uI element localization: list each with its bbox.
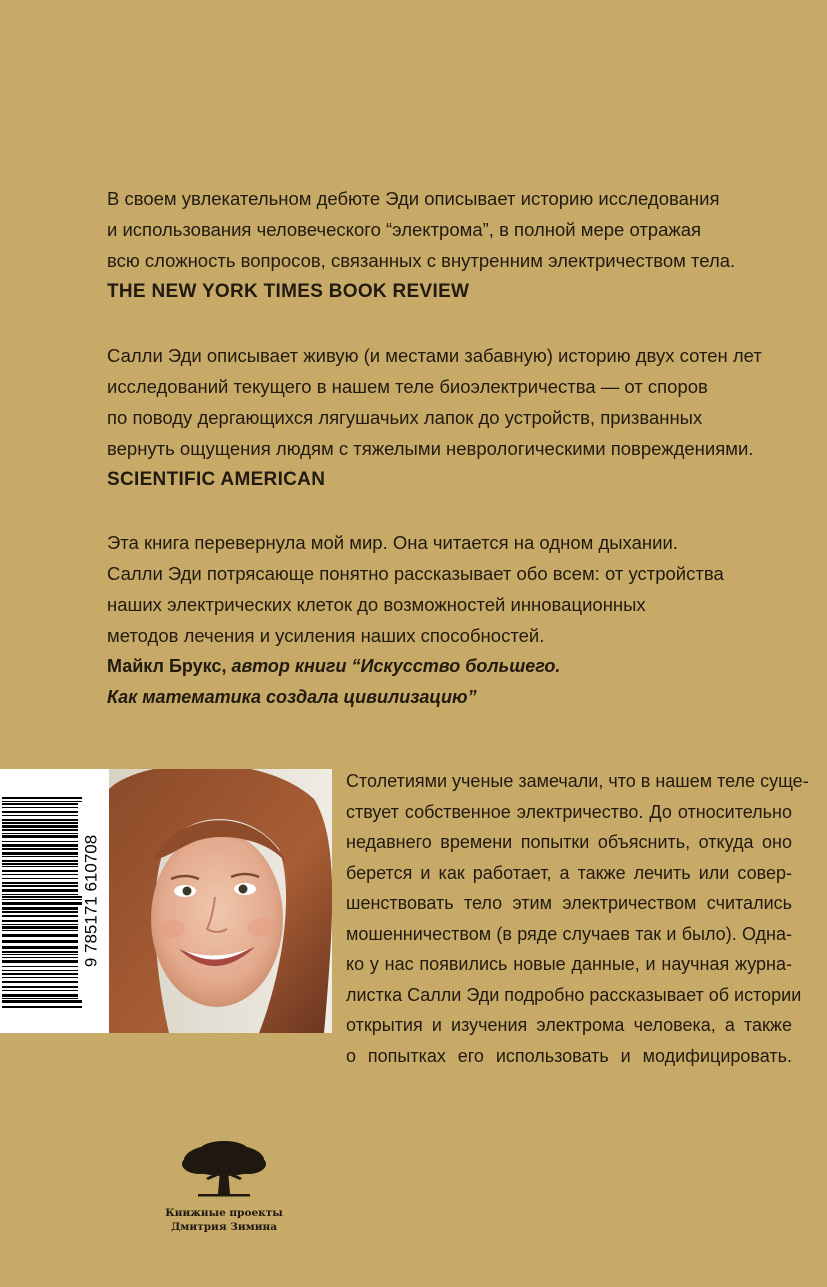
publisher-imprint bbox=[146, 1206, 302, 1234]
barcode-bar bbox=[2, 841, 78, 842]
barcode-bar bbox=[2, 811, 78, 813]
publisher-line-2: Дмитрия Зимина bbox=[170, 1221, 278, 1233]
review-3-line-2: Салли Эди потрясающе понятно рассказывает обо всем: от устройства bbox=[107, 563, 724, 584]
description-line-9: открытия и изучения электрома человека, а также bbox=[346, 1015, 792, 1035]
review-3-attribution-line-2: Как математика создала цивилизацию” bbox=[107, 687, 477, 707]
attribution-author: Майкл Брукс, bbox=[107, 656, 227, 676]
description-line-5: шенствовать тело этим электричеством считались bbox=[346, 893, 792, 913]
barcode-bar bbox=[2, 902, 82, 905]
barcode-bar bbox=[2, 882, 78, 884]
barcode-bar bbox=[2, 829, 78, 831]
barcode-bar bbox=[2, 930, 78, 931]
description-line-10: о попытках его использовать и модифицировать. bbox=[346, 1045, 792, 1066]
barcode-bar bbox=[2, 835, 78, 838]
barcode-bar bbox=[2, 801, 82, 802]
barcode-bar bbox=[2, 973, 78, 975]
barcode-bar bbox=[2, 863, 78, 865]
barcode-bar bbox=[2, 940, 78, 943]
barcode-bar bbox=[2, 856, 78, 857]
barcode-bar bbox=[2, 870, 78, 872]
barcode-bar bbox=[2, 1000, 82, 1003]
barcode-bar bbox=[2, 825, 78, 828]
review-3-attribution bbox=[107, 651, 787, 682]
review-2-source: SCIENTIFIC AMERICAN bbox=[107, 469, 326, 490]
book-description bbox=[346, 766, 809, 1071]
attribution-book: автор книги “Искусство большего. bbox=[226, 656, 561, 676]
barcode-bar bbox=[2, 878, 78, 879]
barcode-bar bbox=[2, 946, 78, 949]
barcode-bar bbox=[2, 970, 78, 971]
tree-icon bbox=[178, 1140, 270, 1202]
barcode-bar bbox=[2, 819, 78, 821]
barcode-bar bbox=[2, 844, 78, 847]
barcode-bar bbox=[2, 990, 78, 991]
barcode-bar bbox=[2, 852, 78, 855]
barcode-bar bbox=[2, 954, 78, 955]
barcode-bar bbox=[2, 998, 78, 999]
barcode-bar bbox=[2, 860, 78, 862]
barcode-bar bbox=[2, 934, 78, 937]
barcode-bar bbox=[2, 1006, 82, 1008]
barcode-bar bbox=[2, 911, 78, 913]
review-3-line-4: методов лечения и усиления наших способностей. bbox=[107, 625, 545, 646]
review-2 bbox=[107, 340, 787, 495]
description-line-8: листка Салли Эди подробно рассказывает об истории bbox=[346, 984, 802, 1005]
barcode-bar bbox=[2, 885, 78, 887]
barcode-bar bbox=[2, 848, 78, 850]
review-1-source: THE NEW YORK TIMES BOOK REVIEW bbox=[107, 281, 470, 302]
barcode-bar bbox=[2, 920, 78, 922]
description-line-7: ко у нас появились новые данные, и научная журна- bbox=[346, 954, 792, 974]
barcode-bar bbox=[2, 866, 78, 867]
barcode-bar bbox=[2, 833, 78, 834]
review-2-line-2: исследований текущего в нашем теле биоэлектричества — от споров bbox=[107, 376, 708, 397]
barcode-bar bbox=[2, 957, 78, 958]
barcode-bar bbox=[2, 797, 82, 799]
barcode-number: 9 785171 610708 bbox=[81, 834, 101, 968]
barcode-bar bbox=[2, 889, 78, 892]
barcode-bar bbox=[2, 926, 78, 929]
barcode-bar bbox=[2, 986, 78, 988]
barcode-bar bbox=[2, 874, 78, 875]
description-line-6: мошенничеством (в ряде случаев так и было). Одна- bbox=[346, 923, 792, 944]
review-3-line-1: Эта книга перевернула мой мир. Она читается на одном дыхании. bbox=[107, 532, 678, 553]
review-2-line-3: по поводу дергающихся лягушачьих лапок до устройств, призванных bbox=[107, 407, 703, 428]
publisher-line-1: Книжные проекты bbox=[165, 1207, 283, 1219]
barcode-bar bbox=[2, 803, 78, 805]
barcode-bar bbox=[2, 915, 78, 917]
barcode-bar bbox=[2, 981, 78, 983]
barcode-bar bbox=[2, 977, 78, 978]
description-line-2: ствует собственное электричество. До относительно bbox=[346, 801, 792, 822]
barcode-bar bbox=[2, 951, 78, 953]
review-1-line-2: и использования человеческого “электрома”, в полной мере отражая bbox=[107, 219, 702, 240]
review-1-line-3: всю сложность вопросов, связанных с внутренним электричеством тела. bbox=[107, 250, 736, 271]
barcode bbox=[0, 769, 109, 1033]
description-line-1: Столетиями ученые замечали, что в нашем теле суще- bbox=[346, 771, 809, 791]
description-line-3: недавнего времени попытки объяснить, откуда оно bbox=[346, 832, 792, 852]
barcode-bar bbox=[2, 815, 78, 816]
barcode-bar bbox=[2, 894, 78, 895]
review-1 bbox=[107, 183, 787, 307]
review-1-line-1: В своем увлекательном дебюте Эди описывает историю исследования bbox=[107, 188, 720, 209]
review-3 bbox=[107, 527, 787, 713]
review-3-line-3: наших электрических клеток до возможностей инновационных bbox=[107, 594, 646, 615]
barcode-bar bbox=[2, 896, 82, 898]
barcode-bars bbox=[0, 769, 109, 1033]
barcode-bar bbox=[2, 807, 78, 808]
review-2-line-1: Салли Эди описывает живую (и местами забавную) историю двух сотен лет bbox=[107, 345, 762, 366]
barcode-bar bbox=[2, 966, 78, 967]
barcode-bar bbox=[2, 907, 78, 910]
author-photo bbox=[109, 769, 332, 1033]
description-line-4: берется и как работает, а также лечить или совер- bbox=[346, 862, 792, 883]
barcode-bar bbox=[2, 994, 78, 997]
barcode-bar bbox=[2, 960, 78, 963]
barcode-bar bbox=[2, 822, 78, 824]
barcode-bar bbox=[2, 899, 82, 900]
barcode-bar bbox=[2, 924, 78, 925]
review-2-line-4: вернуть ощущения людям с тяжелыми неврологическими повреждениями. bbox=[107, 438, 754, 459]
